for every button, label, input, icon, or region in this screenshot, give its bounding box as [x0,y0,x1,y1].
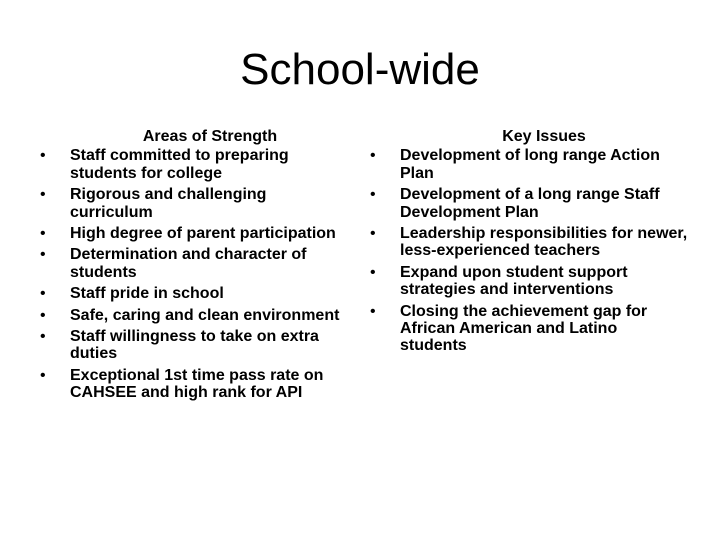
list-item [36,328,350,363]
list-item [36,307,350,324]
bullet-icon: • [40,147,46,165]
list-item-text: Leadership responsibilities for newer, less-experienced teachers [400,225,688,260]
strengths-column [36,128,350,406]
bullet-icon: • [40,246,46,264]
list-item [366,225,688,260]
bullet-icon: • [40,285,46,303]
list-item [36,285,350,302]
slide-title: School-wide [240,45,480,94]
issues-heading: Key Issues [502,128,586,145]
list-item-text: Safe, caring and clean environment [70,306,340,324]
list-item-text: Closing the achievement gap for African American and Latino students [400,302,648,355]
list-item-text: Exceptional 1st time pass rate on CAHSEE and high rank for API [70,366,324,402]
bullet-icon: • [370,263,376,281]
list-item [36,186,350,221]
list-item-text: High degree of parent participation [70,225,336,243]
bullet-icon: • [40,225,46,243]
issues-list [366,147,688,354]
strengths-list [36,147,350,401]
list-item [366,147,688,182]
list-item-text: Determination and character of students [70,246,307,281]
strengths-heading: Areas of Strength [142,128,278,145]
list-item [36,367,350,402]
bullet-icon: • [370,225,376,243]
bullet-icon: • [370,186,376,204]
bullet-icon: • [370,147,376,165]
list-item-text: Staff willingness to take on extra duties [70,328,319,363]
list-item-text: Expand upon student support strategies and interventions [400,263,628,299]
bullet-icon: • [40,328,46,346]
list-item [366,303,688,355]
list-item-text: Rigorous and challenging curriculum [70,186,267,221]
list-item [366,186,688,221]
list-item-text: Staff committed to preparing students for college [70,147,289,182]
list-item [36,225,350,242]
bullet-icon: • [370,302,376,320]
list-item-text: Staff pride in school [70,285,224,303]
list-item [36,147,350,182]
list-item-text: Development of a long range Staff Development Plan [400,186,660,221]
list-item [36,246,350,281]
bullet-icon: • [40,306,46,324]
list-item-text: Development of long range Action Plan [400,147,660,182]
list-item [366,264,688,299]
bullet-icon: • [40,186,46,204]
issues-column [366,128,688,359]
bullet-icon: • [40,366,46,384]
